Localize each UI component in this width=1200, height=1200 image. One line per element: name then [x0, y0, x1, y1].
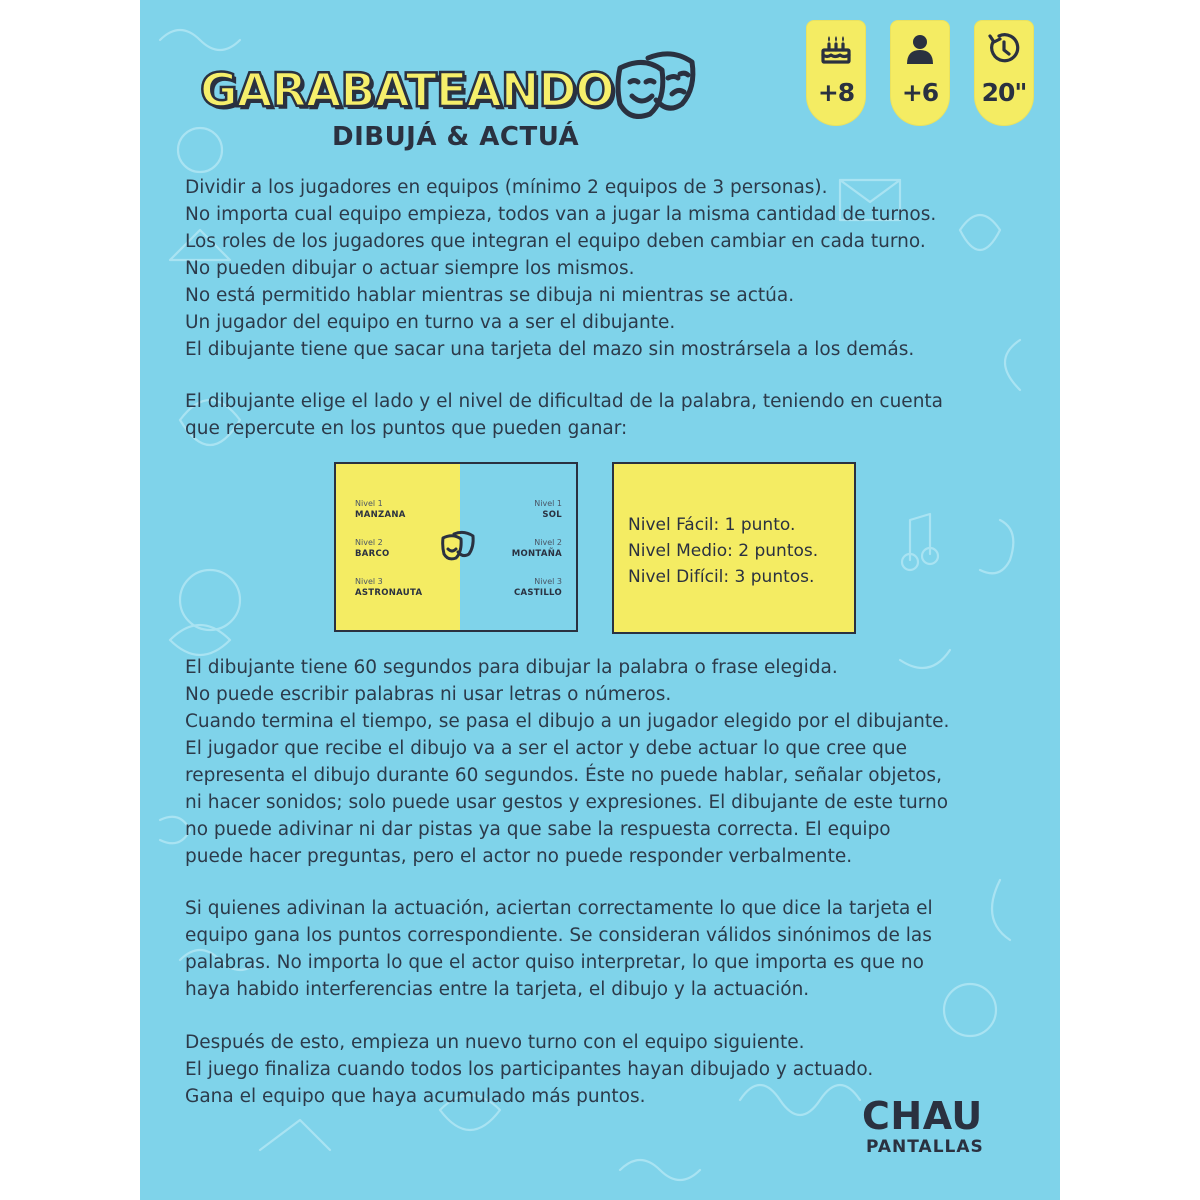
card-level-label: Nivel 2: [355, 538, 383, 547]
choose-rules: [185, 388, 985, 442]
players-badge-label: +6: [901, 78, 939, 107]
rule-line: No importa cual equipo empieza, todos van a jugar la misma cantidad de turnos.: [185, 204, 937, 225]
theater-masks-icon: [439, 528, 479, 562]
age-badge-label: +8: [817, 78, 855, 107]
rule-line: El jugador que recibe el dibujo va a ser el actor y debe actuar lo que cree que: [185, 738, 907, 759]
rule-line: que repercute en los puntos que pueden ganar:: [185, 418, 628, 439]
rule-line: palabras. No importa lo que el actor quiso interpretar, lo que importa es que no: [185, 952, 924, 973]
scoring-rules: [185, 895, 985, 1003]
clock-icon: [987, 32, 1021, 66]
rule-line: representa el dibujo durante 60 segundos. Éste no puede hablar, señalar objetos,: [185, 765, 942, 786]
points-line: Nivel Fácil: 1 punto.: [628, 515, 796, 535]
chau-pantallas-logo: [862, 1096, 1022, 1158]
points-list: [628, 512, 818, 590]
drawing-rules: [185, 654, 985, 870]
game-subtitle: DIBUJÁ & ACTUÁ: [332, 122, 580, 152]
rule-line: equipo gana los puntos correspondiente. Se consideran válidos sinónimos de las: [185, 925, 932, 946]
time-badge: [974, 20, 1034, 126]
card-word: MONTAÑA: [511, 549, 562, 559]
rule-line: no puede adivinar ni dar pistas ya que sabe la respuesta correcta. El equipo: [185, 819, 891, 840]
points-card: [612, 462, 856, 634]
person-icon: [903, 32, 937, 66]
intro-rules: [185, 174, 985, 363]
points-line: Nivel Medio: 2 puntos.: [628, 541, 819, 561]
card-level-label: Nivel 1: [534, 499, 562, 508]
card-level-label: Nivel 3: [355, 577, 383, 586]
rule-line: Dividir a los jugadores en equipos (mínimo 2 equipos de 3 personas).: [185, 177, 828, 198]
rule-line: El dibujante tiene 60 segundos para dibujar la palabra o frase elegida.: [185, 657, 838, 678]
age-players-time-badges: [806, 20, 1034, 126]
rule-line: ni hacer sonidos; solo puede usar gestos y expresiones. El dibujante de este turno: [185, 792, 949, 813]
rule-line: No está permitido hablar mientras se dibuja ni mientras se actúa.: [185, 285, 795, 306]
rule-line: No pueden dibujar o actuar siempre los mismos.: [185, 258, 635, 279]
game-title: GARABATEANDO: [200, 63, 614, 117]
card-level-label: Nivel 3: [534, 577, 562, 586]
theater-masks-icon: [610, 44, 710, 124]
rule-line: No puede escribir palabras ni usar letras o números.: [185, 684, 672, 705]
card-word: MANZANA: [355, 510, 406, 520]
time-badge-label: 20": [981, 78, 1027, 107]
points-line: Nivel Difícil: 3 puntos.: [628, 567, 815, 587]
rules-sheet: [140, 0, 1060, 1200]
logo-main-text: CHAU: [862, 1094, 983, 1138]
rule-line: Si quienes adivinan la actuación, aciertan correctamente lo que dice la tarjeta el: [185, 898, 933, 919]
rule-line: Después de esto, empieza un nuevo turno con el equipo siguiente.: [185, 1032, 805, 1053]
sample-word-card: [334, 462, 578, 632]
rule-line: Los roles de los jugadores que integran el equipo deben cambiar en cada turno.: [185, 231, 926, 252]
rule-line: El dibujante tiene que sacar una tarjeta del mazo sin mostrársela a los demás.: [185, 339, 915, 360]
rule-line: haya habido interferencias entre la tarjeta, el dibujo y la actuación.: [185, 979, 810, 1000]
age-badge: [806, 20, 866, 126]
rule-line: Cuando termina el tiempo, se pasa el dibujo a un jugador elegido por el dibujante.: [185, 711, 950, 732]
card-word: ASTRONAUTA: [355, 588, 423, 598]
rule-line: Gana el equipo que haya acumulado más puntos.: [185, 1086, 646, 1107]
birthday-cake-icon: [819, 32, 853, 66]
card-level-label: Nivel 2: [534, 538, 562, 547]
rule-line: El dibujante elige el lado y el nivel de dificultad de la palabra, teniendo en cuenta: [185, 391, 944, 412]
rule-line: Un jugador del equipo en turno va a ser el dibujante.: [185, 312, 676, 333]
card-word: BARCO: [355, 549, 390, 559]
card-level-label: Nivel 1: [355, 499, 383, 508]
players-badge: [890, 20, 950, 126]
card-word: SOL: [542, 510, 562, 520]
card-word: CASTILLO: [513, 588, 562, 598]
rule-line: El juego finaliza cuando todos los participantes hayan dibujado y actuado.: [185, 1059, 874, 1080]
brand-header: [200, 60, 660, 160]
logo-sub-text: PANTALLAS: [866, 1137, 984, 1157]
rule-line: puede hacer preguntas, pero el actor no puede responder verbalmente.: [185, 846, 853, 867]
